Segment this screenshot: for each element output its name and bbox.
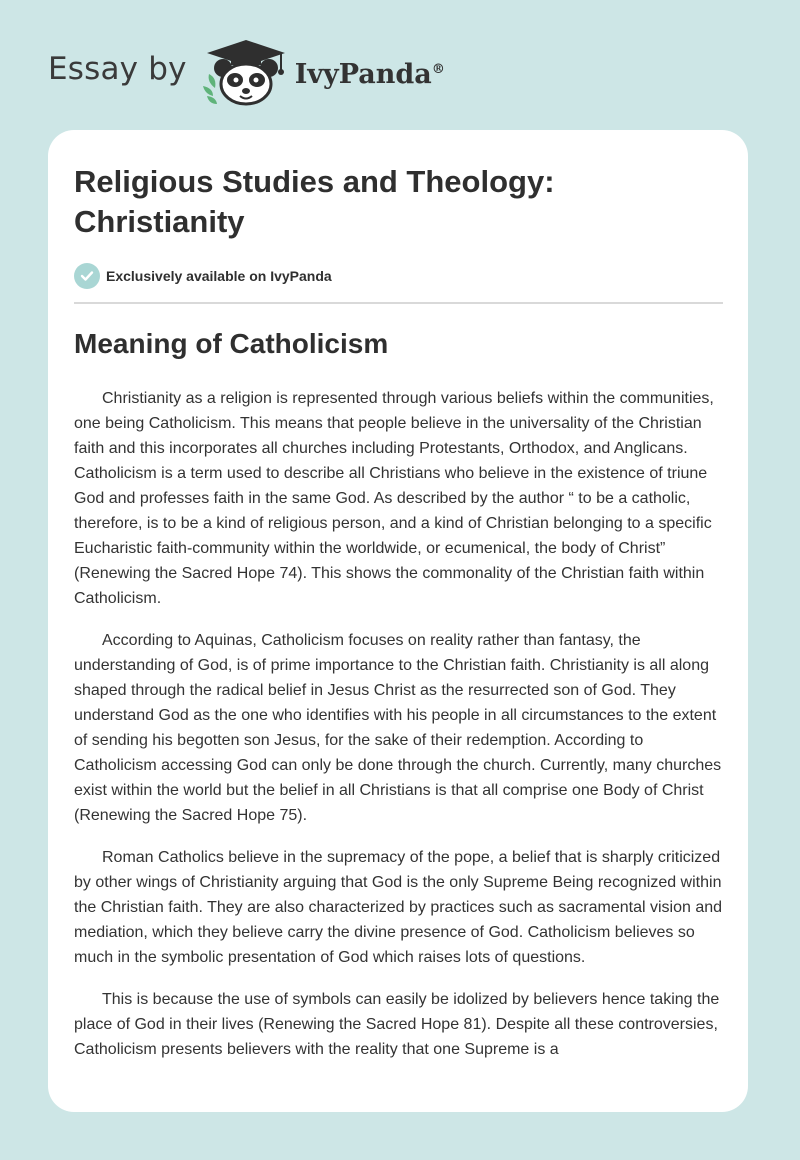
section-heading: Meaning of Catholicism [74, 328, 389, 359]
badge-label: Exclusively available on IvyPanda [106, 268, 332, 284]
paragraph: Christianity as a religion is represented through various beliefs within the communities, one being Catholicism. This means that people believe in the universality of the Christian faith and this incorporates all churches including Protestants, Orthodox, and Anglicans. Catholicism is a term used to describe all Christians who believe in the existence of triune God and professes faith in the same God. As described by the author “ to be a catholic, therefore, is to be a kind of religious person, and a kind of Christian belonging to a specific Eucharistic faith-community within the worldwide, or ecumenical, the body of Christ” (Renewing the Sacred Hope 74). This shows the commonality of the Christian faith within Catholicism. [74, 390, 714, 607]
essay-body [74, 386, 726, 1079]
paragraph: This is because the use of symbols can easily be idolized by believers hence taking the place of God in their lives (Renewing the Sacred Hope 81). Despite all these controversies, Catholicism presents believers with the reality that one Supreme is a [74, 991, 720, 1058]
exclusive-badge [74, 263, 332, 289]
page-title: Religious Studies and Theology: Christianity [74, 164, 555, 239]
divider [74, 302, 723, 304]
panda-graduate-icon [201, 36, 291, 108]
essay-by-label: Essay by [48, 51, 187, 87]
paragraph: According to Aquinas, Catholicism focuses on reality rather than fantasy, the understanding of God, is of prime importance to the Christian faith. Christianity is all along shaped through the radical belief in Jesus Christ as the resurrected son of God. They understand God as the one who identifies with his people in all circumstances to the extent of sending his begotten son Jesus, for the sake of their redemption. According to Catholicism accessing God can only be done through the church. Currently, many churches exist within the world but the belief in all Christians is that all comprise one Body of Christ (Renewing the Sacred Hope 75). [74, 632, 722, 824]
site-header [48, 36, 488, 108]
brand-name: IvyPanda® [294, 58, 445, 90]
essay-card [48, 130, 748, 1112]
check-circle-icon [74, 263, 100, 289]
paragraph: Roman Catholics believe in the supremacy of the pope, a belief that is sharply criticized by other wings of Christianity arguing that God is the only Supreme Being recognized within the Christian faith. They are also characterized by practices such as sacramental vision and mediation, which they believe carry the divine presence of God. Catholicism believes so much in the symbolic presentation of God which raises lots of questions. [74, 849, 723, 966]
registered-mark: ® [431, 61, 445, 77]
